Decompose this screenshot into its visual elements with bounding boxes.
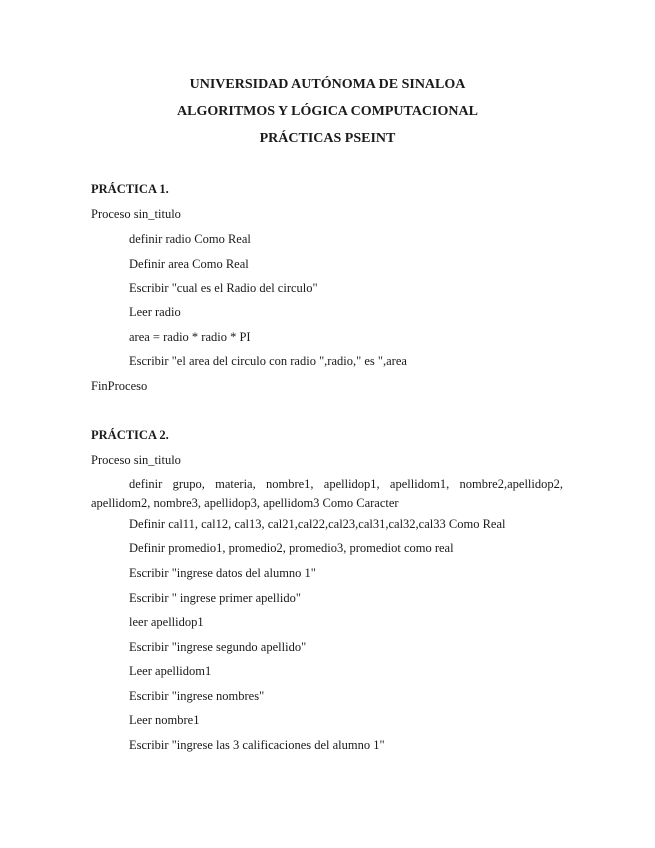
wrapped-definition-line1: definir grupo, materia, nombre1, apellidop1, apellidom1, nombre2,apellidop2, xyxy=(129,477,563,491)
wrapped-definition-line2: apellidom2, nombre3, apellidop3, apellidom3 Como Caracter xyxy=(91,496,399,510)
code-line: Definir area Como Real xyxy=(129,257,249,271)
practica1-start: Proceso sin_titulo xyxy=(91,207,181,221)
practica2-heading: PRÁCTICA 2. xyxy=(91,428,169,442)
code-line: Definir promedio1, promedio2, promedio3, promediot como real xyxy=(129,541,454,555)
code-line: area = radio * radio * PI xyxy=(129,330,251,344)
code-line: Leer nombre1 xyxy=(129,713,200,727)
code-line: definir radio Como Real xyxy=(129,232,251,246)
code-line: leer apellidop1 xyxy=(129,615,204,629)
code-line: Escribir "cual es el Radio del circulo" xyxy=(129,281,318,295)
code-line: Definir cal11, cal12, cal13, cal21,cal22,cal23,cal31,cal32,cal33 Como Real xyxy=(129,517,506,531)
document-title: PRÁCTICAS PSEINT xyxy=(259,131,396,146)
course-title: ALGORITMOS Y LÓGICA COMPUTACIONAL xyxy=(177,104,478,119)
practica2-start: Proceso sin_titulo xyxy=(91,453,181,467)
code-line: Escribir "ingrese nombres" xyxy=(129,689,265,703)
university-title: UNIVERSIDAD AUTÓNOMA DE SINALOA xyxy=(189,77,466,92)
practica1-heading: PRÁCTICA 1. xyxy=(91,182,169,196)
code-line: Leer radio xyxy=(129,305,181,319)
wrapped-definition xyxy=(91,477,563,511)
code-line: Escribir "ingrese segundo apellido" xyxy=(129,640,307,654)
code-line: Escribir " ingrese primer apellido" xyxy=(129,591,301,605)
code-line: Leer apellidom1 xyxy=(129,664,212,678)
practica1-end: FinProceso xyxy=(91,379,148,393)
code-line: Escribir "ingrese las 3 calificaciones del alumno 1" xyxy=(129,738,385,752)
code-line: Escribir "ingrese datos del alumno 1" xyxy=(129,566,316,580)
code-line: Escribir "el area del circulo con radio ",radio," es ",area xyxy=(129,354,407,368)
